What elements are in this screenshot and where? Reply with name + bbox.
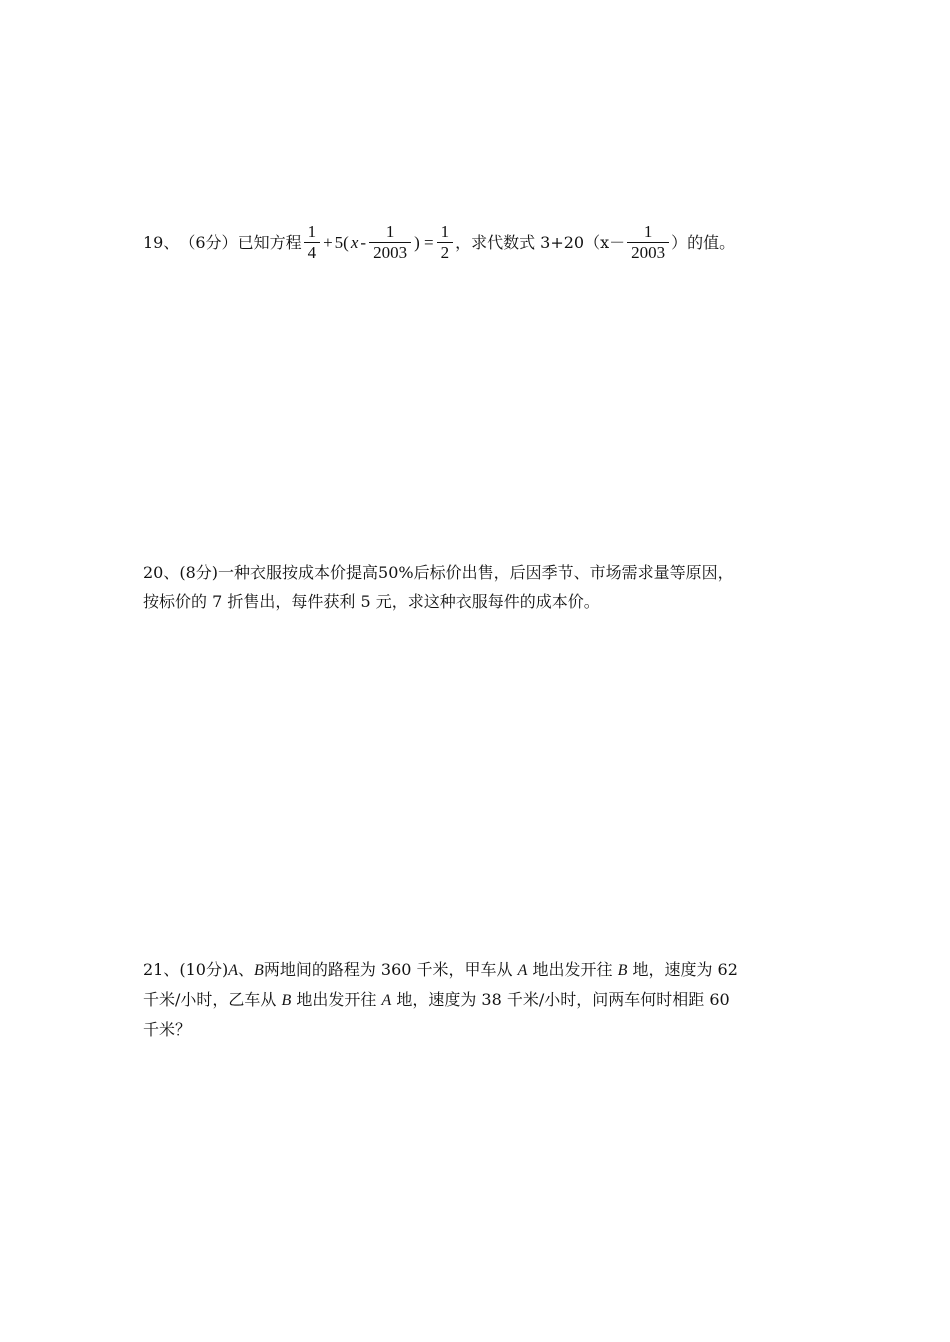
place-b: B <box>617 962 628 979</box>
question-text: 已知方程 <box>237 233 302 252</box>
question-number: 21、 <box>143 960 180 979</box>
question-19-line <box>143 222 815 263</box>
fraction-one-over-2003 <box>369 222 411 263</box>
plus-sign: + <box>323 233 333 252</box>
question-text: 地，速度为 62 <box>627 960 738 979</box>
question-21-line-3: 千米？ <box>143 1020 192 1039</box>
place-a: A <box>381 992 392 1009</box>
variable-x: x <box>350 233 359 252</box>
fraction-numerator: 1 <box>643 222 653 241</box>
question-20 <box>143 558 815 616</box>
place-b: B <box>254 962 264 979</box>
question-text: 地，速度为 38 千米/小时，问两车何时相距 60 <box>391 990 730 1009</box>
place-a: A <box>228 962 239 979</box>
fraction-denominator: 2003 <box>369 242 411 263</box>
question-20-line-1 <box>143 558 815 587</box>
question-21-line-2 <box>143 985 815 1015</box>
five-paren: 5( <box>334 233 349 252</box>
question-text: 一种衣服按成本价提高50%后标价出售，后因季节、市场需求量等原因， <box>218 563 734 582</box>
question-text-end: ）的值。 <box>671 233 736 252</box>
fraction-numerator: 1 <box>440 222 450 241</box>
place-a: A <box>517 962 528 979</box>
fraction-one-quarter <box>304 222 321 263</box>
question-score: (10分) <box>179 960 229 979</box>
question-19 <box>143 222 815 263</box>
fraction-numerator: 1 <box>307 222 317 241</box>
fraction-denominator: 4 <box>304 242 321 263</box>
fraction-one-over-2003-second <box>627 222 669 263</box>
question-text: 地出发开往 <box>527 960 618 979</box>
question-20-line-2: 按标价的 7 折售出，每件获利 5 元，求这种衣服每件的成本价。 <box>143 592 600 611</box>
question-21 <box>143 955 815 1044</box>
question-text: 地出发开往 <box>291 990 382 1009</box>
question-number: 19、 <box>143 233 180 252</box>
fraction-one-half <box>437 222 454 263</box>
fraction-denominator: 2 <box>437 242 454 263</box>
fraction-denominator: 2003 <box>627 242 669 263</box>
question-score: （6分） <box>179 233 238 252</box>
question-number: 20、 <box>143 563 180 582</box>
separator: 、 <box>238 960 255 979</box>
minus-sign: - <box>360 233 367 252</box>
place-b: B <box>281 992 292 1009</box>
fraction-numerator: 1 <box>385 222 395 241</box>
question-text: 两地间的路程为 360 千米，甲车从 <box>263 960 518 979</box>
close-paren-equals: ) = <box>414 233 434 252</box>
question-text-middle: ，求代数式 3+20（x－ <box>455 233 626 252</box>
question-score: (8分) <box>179 563 219 582</box>
question-text: 千米/小时，乙车从 <box>143 990 282 1009</box>
question-21-line-1 <box>143 955 815 985</box>
